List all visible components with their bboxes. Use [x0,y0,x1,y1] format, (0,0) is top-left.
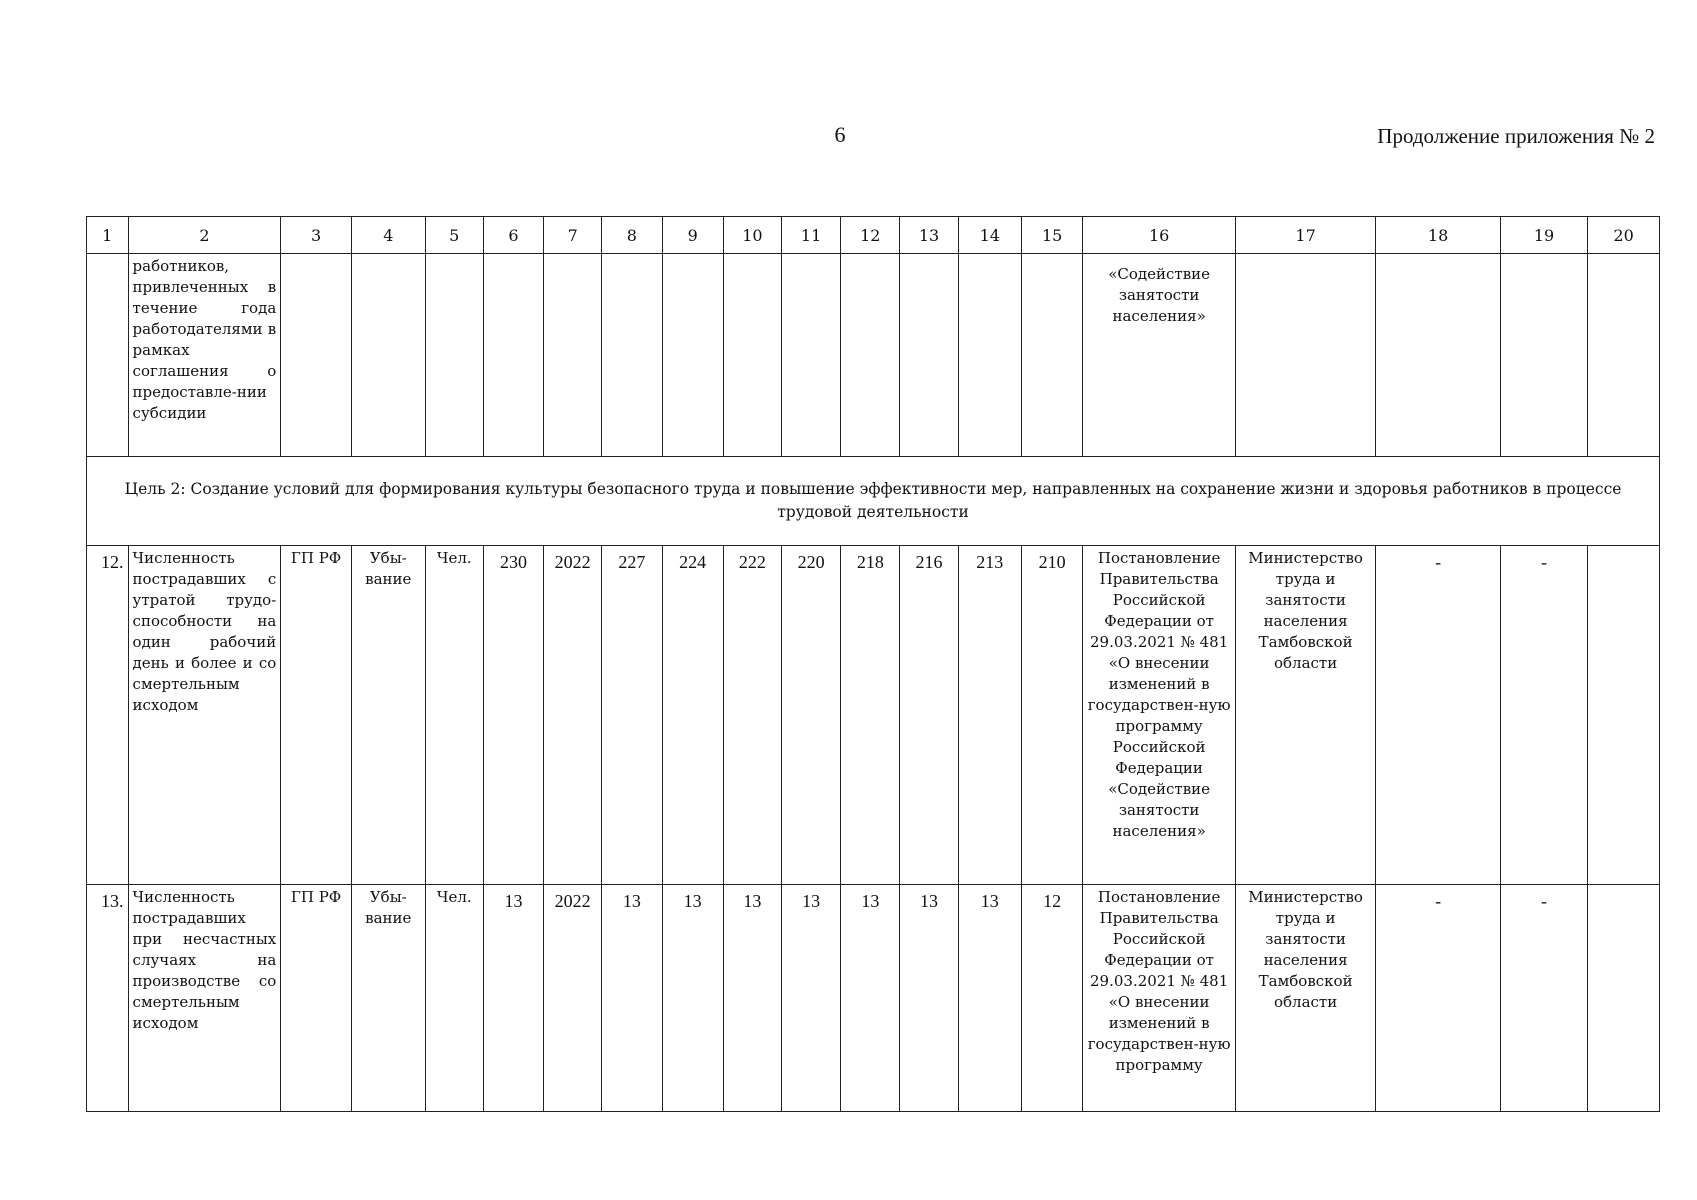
column-number: 8 [602,217,662,254]
indicator-source: ГП РФ [281,546,352,885]
year-value: 210 [1021,546,1082,885]
year-value: 220 [781,546,840,885]
indicator-unit: Чел. [425,885,483,1112]
column-number: 18 [1376,217,1501,254]
row-index: 12. [87,546,129,885]
year-value: 13 [900,885,958,1112]
year-value: 218 [841,546,900,885]
basis-document: Постановление Правительства Российской Федерации от 29.03.2021 № 481 «О внесении изменений в государствен-ную программу [1083,885,1236,1112]
base-year: 2022 [544,546,602,885]
year-value: 13 [723,885,781,1112]
row-index: 13. [87,885,129,1112]
year-value: 222 [723,546,781,885]
appendix-title: Продолжение приложения № 2 [1377,124,1655,148]
column-number: 3 [281,217,352,254]
page-number: 6 [834,122,846,147]
table-row [87,885,1660,1112]
column-number: 16 [1083,217,1236,254]
col-19-value: - [1500,885,1587,1112]
base-year: 2022 [544,885,602,1112]
year-value: 224 [662,546,723,885]
indicator-name: Численность пострадавших с утратой трудо-способности на один рабочий день и более и со смертельным исходом [128,546,281,885]
year-value: 216 [900,546,958,885]
column-number: 12 [841,217,900,254]
column-number: 2 [128,217,281,254]
column-number: 7 [544,217,602,254]
column-number: 11 [781,217,840,254]
goal-row [87,457,1660,546]
year-value: 13 [781,885,840,1112]
basis-document: «Содействие занятости населения» [1083,254,1236,457]
indicator-name: работников, привлеченных в течение года работодателями в рамках соглашения о предоставле-нии субсидии [128,254,281,457]
column-number: 15 [1021,217,1082,254]
year-value: 13 [958,885,1021,1112]
column-number: 10 [723,217,781,254]
col-20-value [1588,885,1660,1112]
column-number: 5 [425,217,483,254]
year-value: 227 [602,546,662,885]
table-row [87,546,1660,885]
year-value: 13 [602,885,662,1112]
column-number: 4 [351,217,425,254]
base-value: 230 [483,546,543,885]
indicator-trend: Убы-вание [351,546,425,885]
col-20-value [1588,546,1660,885]
year-value: 13 [662,885,723,1112]
year-value: 12 [1021,885,1082,1112]
col-18-value: - [1376,546,1501,885]
responsible-body: Министерство труда и занятости населения Тамбовской области [1235,546,1375,885]
indicators-table [86,216,1660,1112]
column-number: 17 [1235,217,1375,254]
year-value: 13 [841,885,900,1112]
responsible-body: Министерство труда и занятости населения Тамбовской области [1235,885,1375,1112]
column-number: 6 [483,217,543,254]
col-19-value: - [1500,546,1587,885]
column-number: 19 [1500,217,1587,254]
column-numbers-row [87,217,1660,254]
col-18-value: - [1376,885,1501,1112]
continued-row [87,254,1660,457]
year-value: 213 [958,546,1021,885]
indicator-unit: Чел. [425,546,483,885]
indicator-source: ГП РФ [281,885,352,1112]
indicator-trend: Убы-вание [351,885,425,1112]
basis-document: Постановление Правительства Российской Федерации от 29.03.2021 № 481 «О внесении изменений в государствен-ную программу Российской Федерации «Содействие занятости населения» [1083,546,1236,885]
column-number: 9 [662,217,723,254]
column-number: 1 [87,217,129,254]
column-number: 20 [1588,217,1660,254]
base-value: 13 [483,885,543,1112]
indicator-name: Численность пострадавших при несчастных случаях на производстве со смертельным исходом [128,885,281,1112]
column-number: 14 [958,217,1021,254]
column-number: 13 [900,217,958,254]
goal-2-heading: Цель 2: Создание условий для формирования культуры безопасного труда и повышение эффективности мер, направленных на сохранение жизни и здоровья работников в процессе трудовой деятельности [87,457,1660,546]
